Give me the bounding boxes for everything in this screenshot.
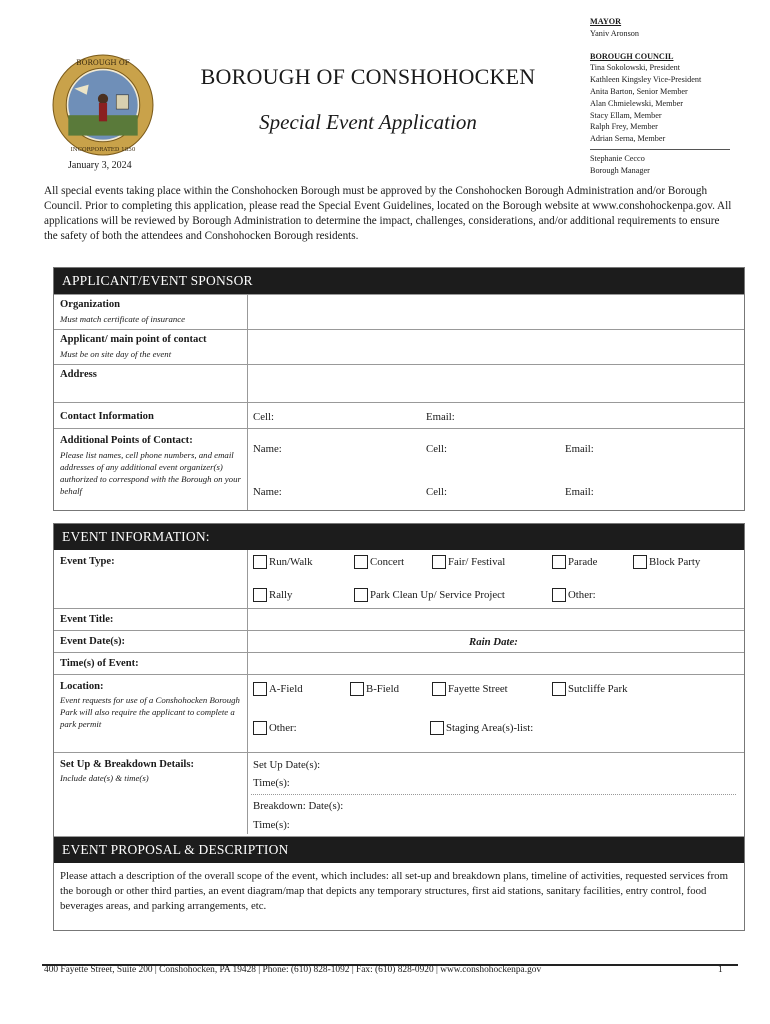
breakdown-dates-field[interactable]: Breakdown: Date(s): bbox=[253, 800, 344, 812]
additional-note: Please list names, cell phone numbers, and email addresses of any additional event organizer(s) authorized to correspond with the Borough on your behalf bbox=[60, 450, 241, 496]
rally-checkbox[interactable]: Rally bbox=[253, 588, 292, 602]
council-member: Tina Sokolowski, President bbox=[590, 63, 680, 73]
additional-name-field[interactable]: Name: bbox=[253, 443, 282, 455]
email-field[interactable]: Email: bbox=[426, 411, 455, 423]
setup-dates-field[interactable]: Set Up Date(s): bbox=[253, 759, 321, 771]
manager-name: Stephanie Cecco bbox=[590, 153, 645, 163]
other-type-checkbox[interactable]: Other: bbox=[552, 588, 596, 602]
other-location-checkbox[interactable]: Other: bbox=[253, 721, 297, 735]
applicant-section bbox=[53, 267, 745, 511]
location-note: Event requests for use of a Conshohocken Borough Park will also require the applicant to complete a park permit bbox=[60, 695, 240, 729]
additional-cell-field[interactable]: Cell: bbox=[426, 443, 447, 455]
staging-area-checkbox[interactable]: Staging Area(s)-list: bbox=[430, 721, 533, 735]
organization-note: Must match certificate of insurance bbox=[60, 314, 186, 324]
a-field-checkbox[interactable]: A-Field bbox=[253, 682, 303, 696]
council-member: Alan Chmielewski, Member bbox=[590, 98, 684, 108]
address-label: Address bbox=[60, 369, 97, 380]
contact-label: Applicant/ main point of contact bbox=[60, 334, 207, 345]
address-row[interactable] bbox=[54, 364, 744, 402]
organization-label: Organization bbox=[60, 299, 121, 310]
svg-text:INCORPORATED 1850: INCORPORATED 1850 bbox=[70, 146, 136, 153]
borough-title: BOROUGH OF CONSHOHOCKEN bbox=[200, 64, 536, 89]
run-walk-checkbox[interactable]: Run/Walk bbox=[253, 555, 313, 569]
event-dates-label: Event Date(s): bbox=[60, 636, 126, 647]
svg-text:BOROUGH OF: BOROUGH OF bbox=[76, 58, 130, 68]
fair-festival-checkbox[interactable]: Fair/ Festival bbox=[432, 555, 505, 569]
footer-text: 400 Fayette Street, Suite 200 | Conshohocken, PA 19428 | Phone: (610) 828-1092 | Fax: (610) 828-0920 | www.conshohockenpa.gov bbox=[44, 965, 542, 975]
contact-info-row[interactable] bbox=[54, 402, 744, 428]
sutcliffe-park-checkbox[interactable]: Sutcliffe Park bbox=[552, 682, 627, 696]
setup-times-field[interactable]: Time(s): bbox=[253, 777, 290, 789]
event-type-row bbox=[54, 550, 744, 608]
council-roster bbox=[590, 16, 730, 177]
breakdown-times-field[interactable]: Time(s): bbox=[253, 819, 290, 831]
event-dates-row[interactable] bbox=[54, 630, 744, 652]
rain-date-field[interactable]: Rain Date: bbox=[469, 636, 518, 648]
council-member: Adrian Serna, Member bbox=[590, 134, 666, 144]
contact-row[interactable] bbox=[54, 329, 744, 364]
council-member: Anita Barton, Senior Member bbox=[590, 86, 688, 96]
additional-email-field[interactable]: Email: bbox=[565, 443, 594, 455]
fayette-street-checkbox[interactable]: Fayette Street bbox=[432, 682, 508, 696]
council-member: Stacy Ellam, Member bbox=[590, 110, 662, 120]
concert-checkbox[interactable]: Concert bbox=[354, 555, 404, 569]
setup-note: Include date(s) & time(s) bbox=[60, 773, 149, 783]
setup-label: Set Up & Breakdown Details: bbox=[60, 759, 194, 770]
event-heading: EVENT INFORMATION: bbox=[54, 524, 744, 550]
b-field-checkbox[interactable]: B-Field bbox=[350, 682, 399, 696]
proposal-heading: EVENT PROPOSAL & DESCRIPTION bbox=[54, 837, 744, 863]
form-date: January 3, 2024 bbox=[68, 160, 132, 171]
mayor-name: Yaniv Aronson bbox=[590, 28, 639, 38]
event-information-section bbox=[53, 523, 745, 931]
council-heading: BOROUGH COUNCIL bbox=[590, 51, 674, 61]
intro-paragraph: All special events taking place within the Conshohocken Borough must be approved by the Conshohocken Borough Administration and/or Borough Council. Prior to completing this application, please read the Special Event Guidelines, located on the Borough website at www.conshohockenpa.gov. All applications will be reviewed by Borough Administration to determine the impact, challenges, considerations, and/or additional requirements to ensure the safety of both the attendees and Conshohocken Borough residents. bbox=[44, 185, 732, 242]
location-label: Location: bbox=[60, 681, 104, 692]
applicant-heading: APPLICANT/EVENT SPONSOR bbox=[54, 268, 744, 294]
cell-field[interactable]: Cell: bbox=[253, 411, 274, 423]
location-row bbox=[54, 674, 744, 752]
council-member: Ralph Frey, Member bbox=[590, 122, 658, 132]
setup-breakdown-row bbox=[54, 752, 744, 836]
organization-row[interactable] bbox=[54, 294, 744, 329]
additional-email-field[interactable]: Email: bbox=[565, 486, 594, 498]
manager-title: Borough Manager bbox=[590, 165, 650, 175]
park-cleanup-checkbox[interactable]: Park Clean Up/ Service Project bbox=[354, 588, 505, 602]
parade-checkbox[interactable]: Parade bbox=[552, 555, 597, 569]
additional-name-field[interactable]: Name: bbox=[253, 486, 282, 498]
contact-info-label: Contact Information bbox=[60, 411, 154, 422]
additional-contacts-row bbox=[54, 428, 744, 512]
page-number: 1 bbox=[718, 965, 723, 975]
mayor-heading: MAYOR bbox=[590, 17, 622, 26]
event-times-row[interactable] bbox=[54, 652, 744, 674]
proposal-text: Please attach a description of the overall scope of the event, which includes: all set-up and breakdown plans, timeline of activities, requested services from the borough or other third parties, an event diagram/map that depicts any temporary structures, first aid stations, sanitary facilities, entry control, food beverages areas, and parking arrangements, etc. bbox=[60, 870, 728, 912]
additional-label: Additional Points of Contact: bbox=[60, 435, 193, 446]
event-title-row[interactable] bbox=[54, 608, 744, 630]
council-member: Kathleen Kingsley Vice-President bbox=[590, 75, 702, 85]
event-title-label: Event Title: bbox=[60, 614, 114, 625]
proposal-section bbox=[54, 836, 744, 932]
contact-note: Must be on site day of the event bbox=[60, 349, 172, 359]
block-party-checkbox[interactable]: Block Party bbox=[633, 555, 700, 569]
borough-seal-logo bbox=[52, 54, 154, 156]
form-title: Special Event Application bbox=[259, 110, 477, 134]
event-times-label: Time(s) of Event: bbox=[60, 658, 139, 669]
additional-cell-field[interactable]: Cell: bbox=[426, 486, 447, 498]
event-type-label: Event Type: bbox=[60, 556, 115, 567]
